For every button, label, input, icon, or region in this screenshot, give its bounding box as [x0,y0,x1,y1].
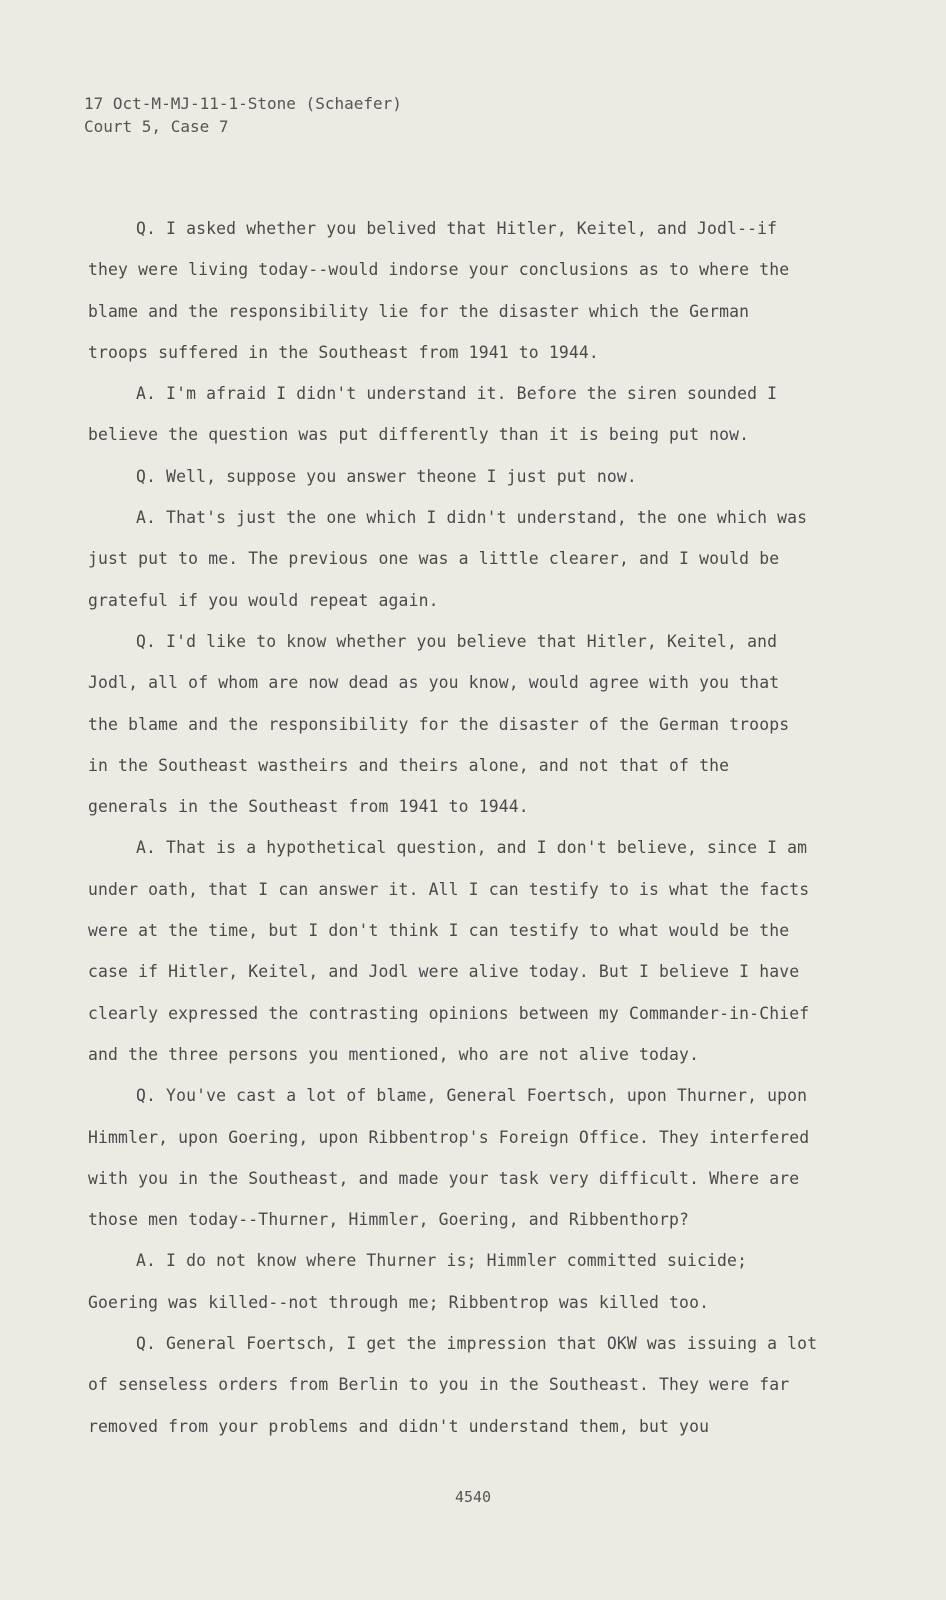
speaker-label: A. [136,838,157,858]
speaker-label: Q. [136,1086,157,1106]
transcript-paragraph [88,456,818,497]
transcript-paragraph [88,373,818,456]
paragraph-text: General Foertsch, I get the impression that OKW was issuing a lot of senseless orders from Berlin to you in the Southeast. They were far removed from your problems and didn't understand them, but you [88,1334,818,1436]
transcript-paragraph [88,208,818,373]
transcript-paragraph [88,827,818,1075]
document-header [84,92,402,138]
transcript-paragraph [88,1075,818,1240]
paragraph-text: That's just the one which I didn't understand, the one which was just put to me. The previous one was a little clearer, and I would be grateful if you would repeat again. [88,508,808,610]
speaker-label: Q. [136,631,157,651]
transcript-paragraph [88,1323,818,1447]
paragraph-text: I do not know where Thurner is; Himmler committed suicide; Goering was killed--not through me; Ribbentrop was killed too. [88,1251,748,1312]
speaker-label: A. [136,1251,157,1271]
paragraph-text: That is a hypothetical question, and I don't believe, since I am under oath, that I can answer it. All I can testify to is what the facts were at the time, but I don't think I can testify to what would be the case if Hitler, Keitel, and Jodl were alive today. But I believe I have clearly expressed the contrasting opinions between my Commander-in-Chief and the three persons you mentioned, who are not alive today. [88,838,810,1064]
speaker-label: Q. [136,219,157,238]
header-line-2: Court 5, Case 7 [84,117,229,136]
header-line-1: 17 Oct-M-MJ-11-1-Stone (Schaefer) [84,94,402,113]
transcript-paragraph [88,621,818,827]
paragraph-text: I'd like to know whether you believe that Hitler, Keitel, and Jodl, all of whom are now dead as you know, would agree with you that the blame and the responsibility for the disaster of the German troops in the Southeast wastheirs and theirs alone, and not that of the generals in the Southeast from 1941 to 1944. [88,631,790,817]
paragraph-text: Well, suppose you answer theone I just put now. [166,466,637,486]
transcript-paragraph [88,497,818,621]
paragraph-text: I asked whether you belived that Hitler, Keitel, and Jodl--if they were living today--would indorse your conclusions as to where the blame and the responsibility lie for the disaster which the German troops suffered in the Southeast from 1941 to 1944. [88,219,790,362]
page-number: 4540 [454,1488,492,1506]
transcript-body [88,208,818,1447]
paragraph-text: I'm afraid I didn't understand it. Before the siren sounded I believe the question was put differently than it is being put now. [88,384,778,445]
paragraph-text: You've cast a lot of blame, General Foertsch, upon Thurner, upon Himmler, upon Goering, upon Ribbentrop's Foreign Office. They interfered with you in the Southeast, and made your task very difficult. Where are those men today--Thurner, Himmler, Goering, and Ribbenthorp? [88,1086,810,1230]
speaker-label: A. [136,508,157,528]
speaker-label: Q. [136,466,157,486]
speaker-label: Q. [136,1334,157,1354]
speaker-label: A. [136,384,157,404]
transcript-paragraph [88,1240,818,1323]
